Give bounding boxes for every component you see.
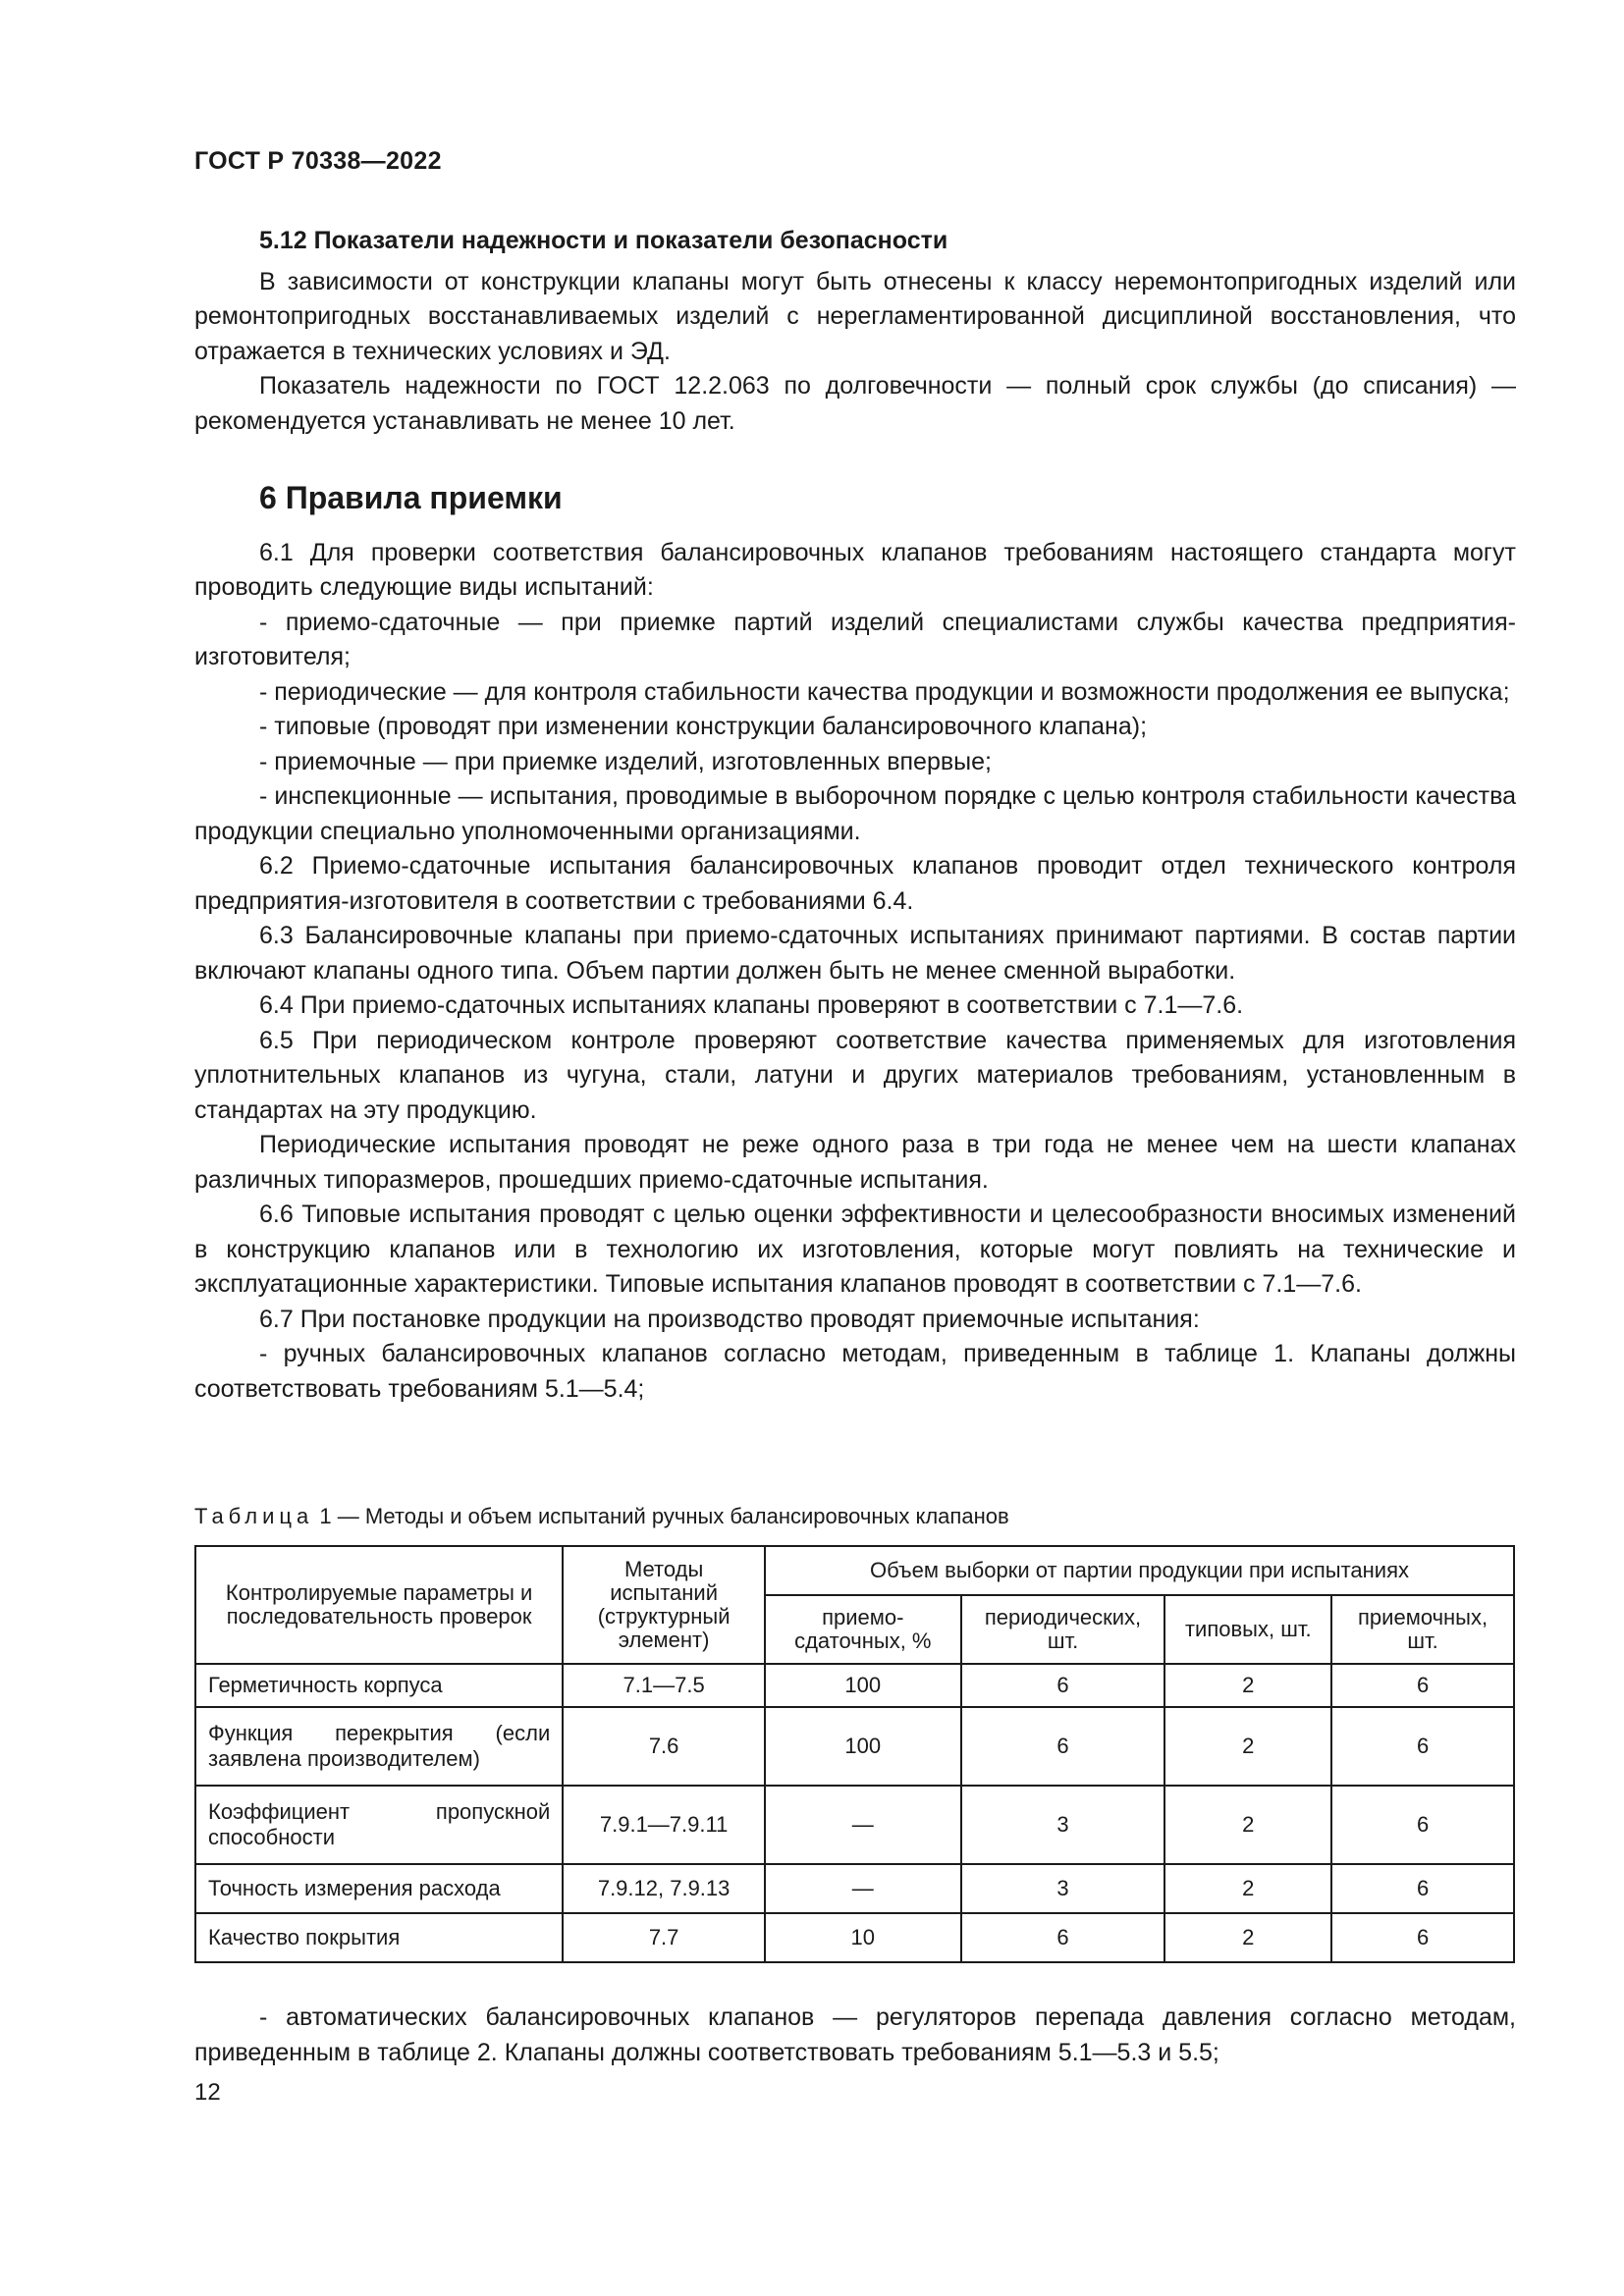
cell-param: Качество покрытия — [195, 1913, 563, 1962]
cell-acceptance: — — [765, 1864, 961, 1913]
section-6-title: 6 Правила приемки — [259, 480, 563, 515]
list-item: - автоматических балансировочных клапанов — регуляторов перепада давления согласно методам, приведенным в таблице 2. Клапаны должны соответствовать требованиям 5.1—5.3 и 5.5; — [194, 2003, 1516, 2066]
cell-param: Функция перекрытия (если заявлена производителем) — [195, 1707, 563, 1786]
header-volume: Объем выборки от партии продукции при испытаниях — [765, 1546, 1514, 1595]
table-caption-prefix: Таблица — [194, 1504, 314, 1528]
cell-type: 2 — [1164, 1707, 1331, 1786]
header-periodic: периодических, шт. — [961, 1595, 1165, 1664]
paragraph: 6.2 Приемо-сдаточные испытания балансировочных клапанов проводит отдел технического контроля предприятия-изготовителя в соответствии с требованиями 6.4. — [194, 852, 1516, 915]
paragraph: 6.3 Балансировочные клапаны при приемо-сдаточных испытаниях принимают партиями. В состав партии включают клапаны одного типа. Объем партии должен быть не менее сменной выработки. — [194, 922, 1516, 985]
section-5-12 — [194, 224, 1516, 439]
cell-receiving: 6 — [1331, 1864, 1514, 1913]
cell-acceptance: 100 — [765, 1664, 961, 1707]
header-methods: Методы испытаний (структурный элемент) — [563, 1546, 765, 1664]
paragraph: Показатель надежности по ГОСТ 12.2.063 по долговечности — полный срок службы (до списания) — рекомендуется устанавливать не менее 10 лет. — [194, 372, 1516, 435]
paragraph: 6.4 При приемо-сдаточных испытаниях клапаны проверяют в соответствии с 7.1—7.6. — [259, 991, 1244, 1019]
cell-receiving: 6 — [1331, 1786, 1514, 1864]
table-row — [195, 1664, 1514, 1707]
paragraph: Периодические испытания проводят не реже одного раза в три года не менее чем на шести клапанах различных типоразмеров, прошедших приемо-сдаточные испытания. — [194, 1131, 1516, 1194]
table-row — [195, 1786, 1514, 1864]
list-item: - типовые (проводят при изменении конструкции балансировочного клапана); — [259, 713, 1148, 740]
table-row — [195, 1707, 1514, 1786]
paragraph: 6.6 Типовые испытания проводят с целью оценки эффективности и целесообразности вносимых изменений в конструкцию клапанов или в технологию их изготовления, которые могут повлиять на технические и эксплуатационные характеристики. Типовые испытания клапанов проводят в соответствии с 7.1—7.6. — [194, 1201, 1516, 1298]
cell-acceptance: 100 — [765, 1707, 961, 1786]
cell-receiving: 6 — [1331, 1664, 1514, 1707]
cell-methods: 7.9.12, 7.9.13 — [563, 1864, 765, 1913]
list-item: - инспекционные — испытания, проводимые в выборочном порядке с целью контроля стабильности качества продукции специально уполномоченными организациями. — [194, 782, 1516, 845]
cell-type: 2 — [1164, 1913, 1331, 1962]
cell-type: 2 — [1164, 1864, 1331, 1913]
cell-periodic: 6 — [961, 1707, 1165, 1786]
cell-acceptance: — — [765, 1786, 961, 1864]
list-item: - приемо-сдаточные — при приемке партий изделий специалистами службы качества предприятия-изготовителя; — [194, 608, 1516, 670]
cell-acceptance: 10 — [765, 1913, 961, 1962]
table-row — [195, 1913, 1514, 1962]
cell-param: Коэффициент пропускной способности — [195, 1786, 563, 1864]
list-item: - приемочные — при приемке изделий, изготовленных впервые; — [259, 747, 992, 775]
cell-methods: 7.6 — [563, 1707, 765, 1786]
table-row — [195, 1864, 1514, 1913]
cell-param: Герметичность корпуса — [195, 1664, 563, 1707]
document-header: ГОСТ Р 70338—2022 — [194, 147, 442, 175]
after-table-text — [194, 2001, 1516, 2070]
cell-receiving: 6 — [1331, 1707, 1514, 1786]
table-caption — [194, 1504, 1009, 1529]
section-5-12-title: 5.12 Показатели надежности и показатели безопасности — [259, 227, 948, 254]
cell-periodic: 3 — [961, 1786, 1165, 1864]
table-1 — [194, 1545, 1515, 1963]
cell-type: 2 — [1164, 1786, 1331, 1864]
cell-periodic: 3 — [961, 1864, 1165, 1913]
table-caption-text: 1 — Методы и объем испытаний ручных балансировочных клапанов — [313, 1504, 1009, 1528]
paragraph: В зависимости от конструкции клапаны могут быть отнесены к классу неремонтопригодных изделий или ремонтопригодных восстанавливаемых изделий с нерегламентированной дисциплиной восстановления, что отражается в технических условиях и ЭД. — [194, 267, 1516, 365]
cell-periodic: 6 — [961, 1913, 1165, 1962]
list-item: - ручных балансировочных клапанов согласно методам, приведенным в таблице 1. Клапаны должны соответствовать требованиям 5.1—5.4; — [194, 1340, 1516, 1403]
header-receiving: приемочных, шт. — [1331, 1595, 1514, 1664]
list-item: - периодические — для контроля стабильности качества продукции и возможности продолжения ее выпуска; — [259, 677, 1510, 706]
page-number: 12 — [194, 2079, 221, 2106]
header-param: Контролируемые параметры и последовательность проверок — [195, 1546, 563, 1664]
cell-periodic: 6 — [961, 1664, 1165, 1707]
cell-methods: 7.1—7.5 — [563, 1664, 765, 1707]
paragraph: 6.5 При периодическом контроле проверяют соответствие качества применяемых для изготовления уплотнительных клапанов из чугуна, стали, латуни и других материалов требованиям, установленным в стандартах на эту продукцию. — [194, 1026, 1516, 1124]
section-6 — [194, 481, 1516, 1407]
cell-methods: 7.7 — [563, 1913, 765, 1962]
header-type: типовых, шт. — [1164, 1595, 1331, 1664]
cell-param: Точность измерения расхода — [195, 1864, 563, 1913]
paragraph: 6.7 При постановке продукции на производство проводят приемочные испытания: — [259, 1305, 1200, 1333]
cell-receiving: 6 — [1331, 1913, 1514, 1962]
cell-type: 2 — [1164, 1664, 1331, 1707]
paragraph: 6.1 Для проверки соответствия балансировочных клапанов требованиям настоящего стандарта могут проводить следующие виды испытаний: — [194, 538, 1516, 601]
cell-methods: 7.9.1—7.9.11 — [563, 1786, 765, 1864]
header-acceptance: приемо-сдаточных, % — [765, 1595, 961, 1664]
